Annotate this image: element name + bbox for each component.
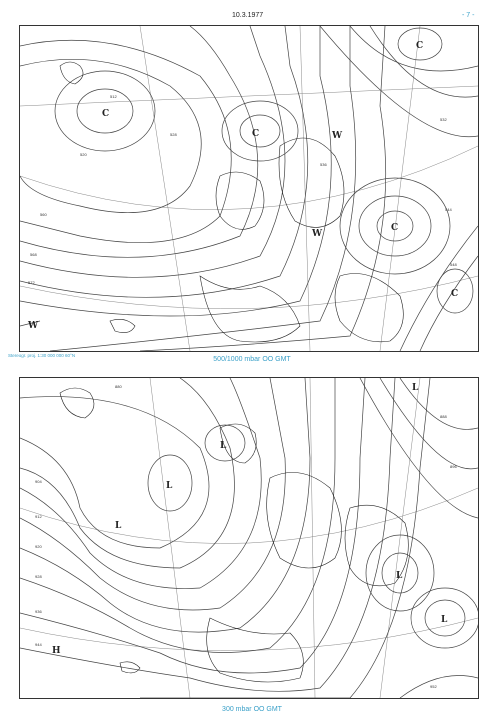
contour-map-top — [20, 26, 478, 351]
contour-line — [360, 378, 478, 518]
low-center-label: L — [166, 481, 173, 491]
contour-line — [400, 676, 478, 699]
coastline — [60, 388, 94, 418]
low-center-label: L — [441, 615, 448, 625]
meridian-line — [310, 378, 315, 698]
coastline — [110, 319, 135, 332]
map-300-mbar — [19, 377, 479, 699]
contour-value: 920 — [35, 544, 42, 549]
contour-line — [320, 26, 478, 137]
contour-line — [240, 115, 280, 147]
bottom-map-caption: 300 mbar OO GMT — [222, 706, 282, 713]
contour-value: 904 — [35, 479, 42, 484]
top-map-caption: 500/1000 mbar OO GMT — [213, 356, 291, 363]
high-center-label: W — [332, 131, 343, 141]
contour-line — [20, 378, 285, 610]
contour-line — [380, 378, 478, 469]
low-center-label: C — [391, 223, 399, 233]
contour-value: 560 — [40, 212, 47, 217]
coastline — [267, 472, 342, 568]
contour-line — [350, 26, 478, 71]
contour-value: 548 — [450, 262, 457, 267]
map-500-1000-mbar — [19, 25, 479, 352]
low-center-label: L — [396, 571, 403, 581]
contour-value: 568 — [30, 252, 37, 257]
meridian-line — [380, 26, 420, 351]
low-center-label: C — [451, 289, 459, 299]
coastline — [200, 276, 300, 342]
contour-line — [20, 378, 365, 673]
latitude-line — [20, 618, 478, 651]
page-number: - 7 - — [462, 12, 475, 19]
high-center-label: W — [312, 229, 323, 239]
latitude-line — [20, 488, 478, 544]
projection-note: Stereogr. proj. 1:30 000 000 60°N — [8, 353, 76, 358]
coastline — [335, 274, 403, 342]
contour-line — [50, 26, 356, 351]
contour-line — [20, 26, 285, 277]
contour-value: 528 — [170, 132, 177, 137]
contour-line — [140, 26, 386, 351]
contour-value: 952 — [430, 684, 437, 689]
contour-value: 896 — [450, 464, 457, 469]
contour-line — [20, 378, 335, 653]
page-header — [0, 12, 504, 26]
meridian-line — [150, 378, 190, 698]
latitude-line — [20, 146, 478, 210]
contour-line — [222, 101, 298, 161]
high-center-label: H — [52, 646, 61, 656]
contour-value: 944 — [35, 642, 42, 647]
coastline — [60, 62, 83, 84]
contour-line — [400, 226, 478, 351]
contour-value: 572 — [28, 280, 35, 285]
contour-value: 936 — [35, 609, 42, 614]
contour-line — [370, 26, 478, 97]
latitude-line — [20, 86, 478, 106]
contour-map-bottom — [20, 378, 478, 698]
low-center-label: L — [412, 383, 419, 393]
contour-value: 532 — [440, 117, 447, 122]
contour-value: 928 — [35, 574, 42, 579]
contour-value: 544 — [445, 207, 452, 212]
contour-line — [20, 378, 234, 568]
contour-value: 888 — [440, 414, 447, 419]
contour-line — [20, 378, 261, 589]
contour-value: 912 — [35, 514, 42, 519]
contour-value: 520 — [80, 152, 87, 157]
contour-line — [20, 26, 258, 257]
contour-value: 880 — [115, 384, 122, 389]
high-center-label: W — [28, 321, 39, 331]
map-date: 10.3.1977 — [232, 12, 264, 19]
low-center-label: C — [416, 41, 424, 51]
low-center-label: C — [102, 109, 110, 119]
low-center-label: C — [252, 129, 260, 139]
meridian-line — [300, 26, 310, 351]
latitude-line — [20, 276, 478, 309]
coastline — [207, 618, 304, 682]
coastline — [279, 138, 344, 227]
low-center-label: L — [220, 441, 227, 451]
contour-value: 536 — [320, 162, 327, 167]
low-center-label: L — [115, 521, 122, 531]
contour-value: 512 — [110, 94, 117, 99]
